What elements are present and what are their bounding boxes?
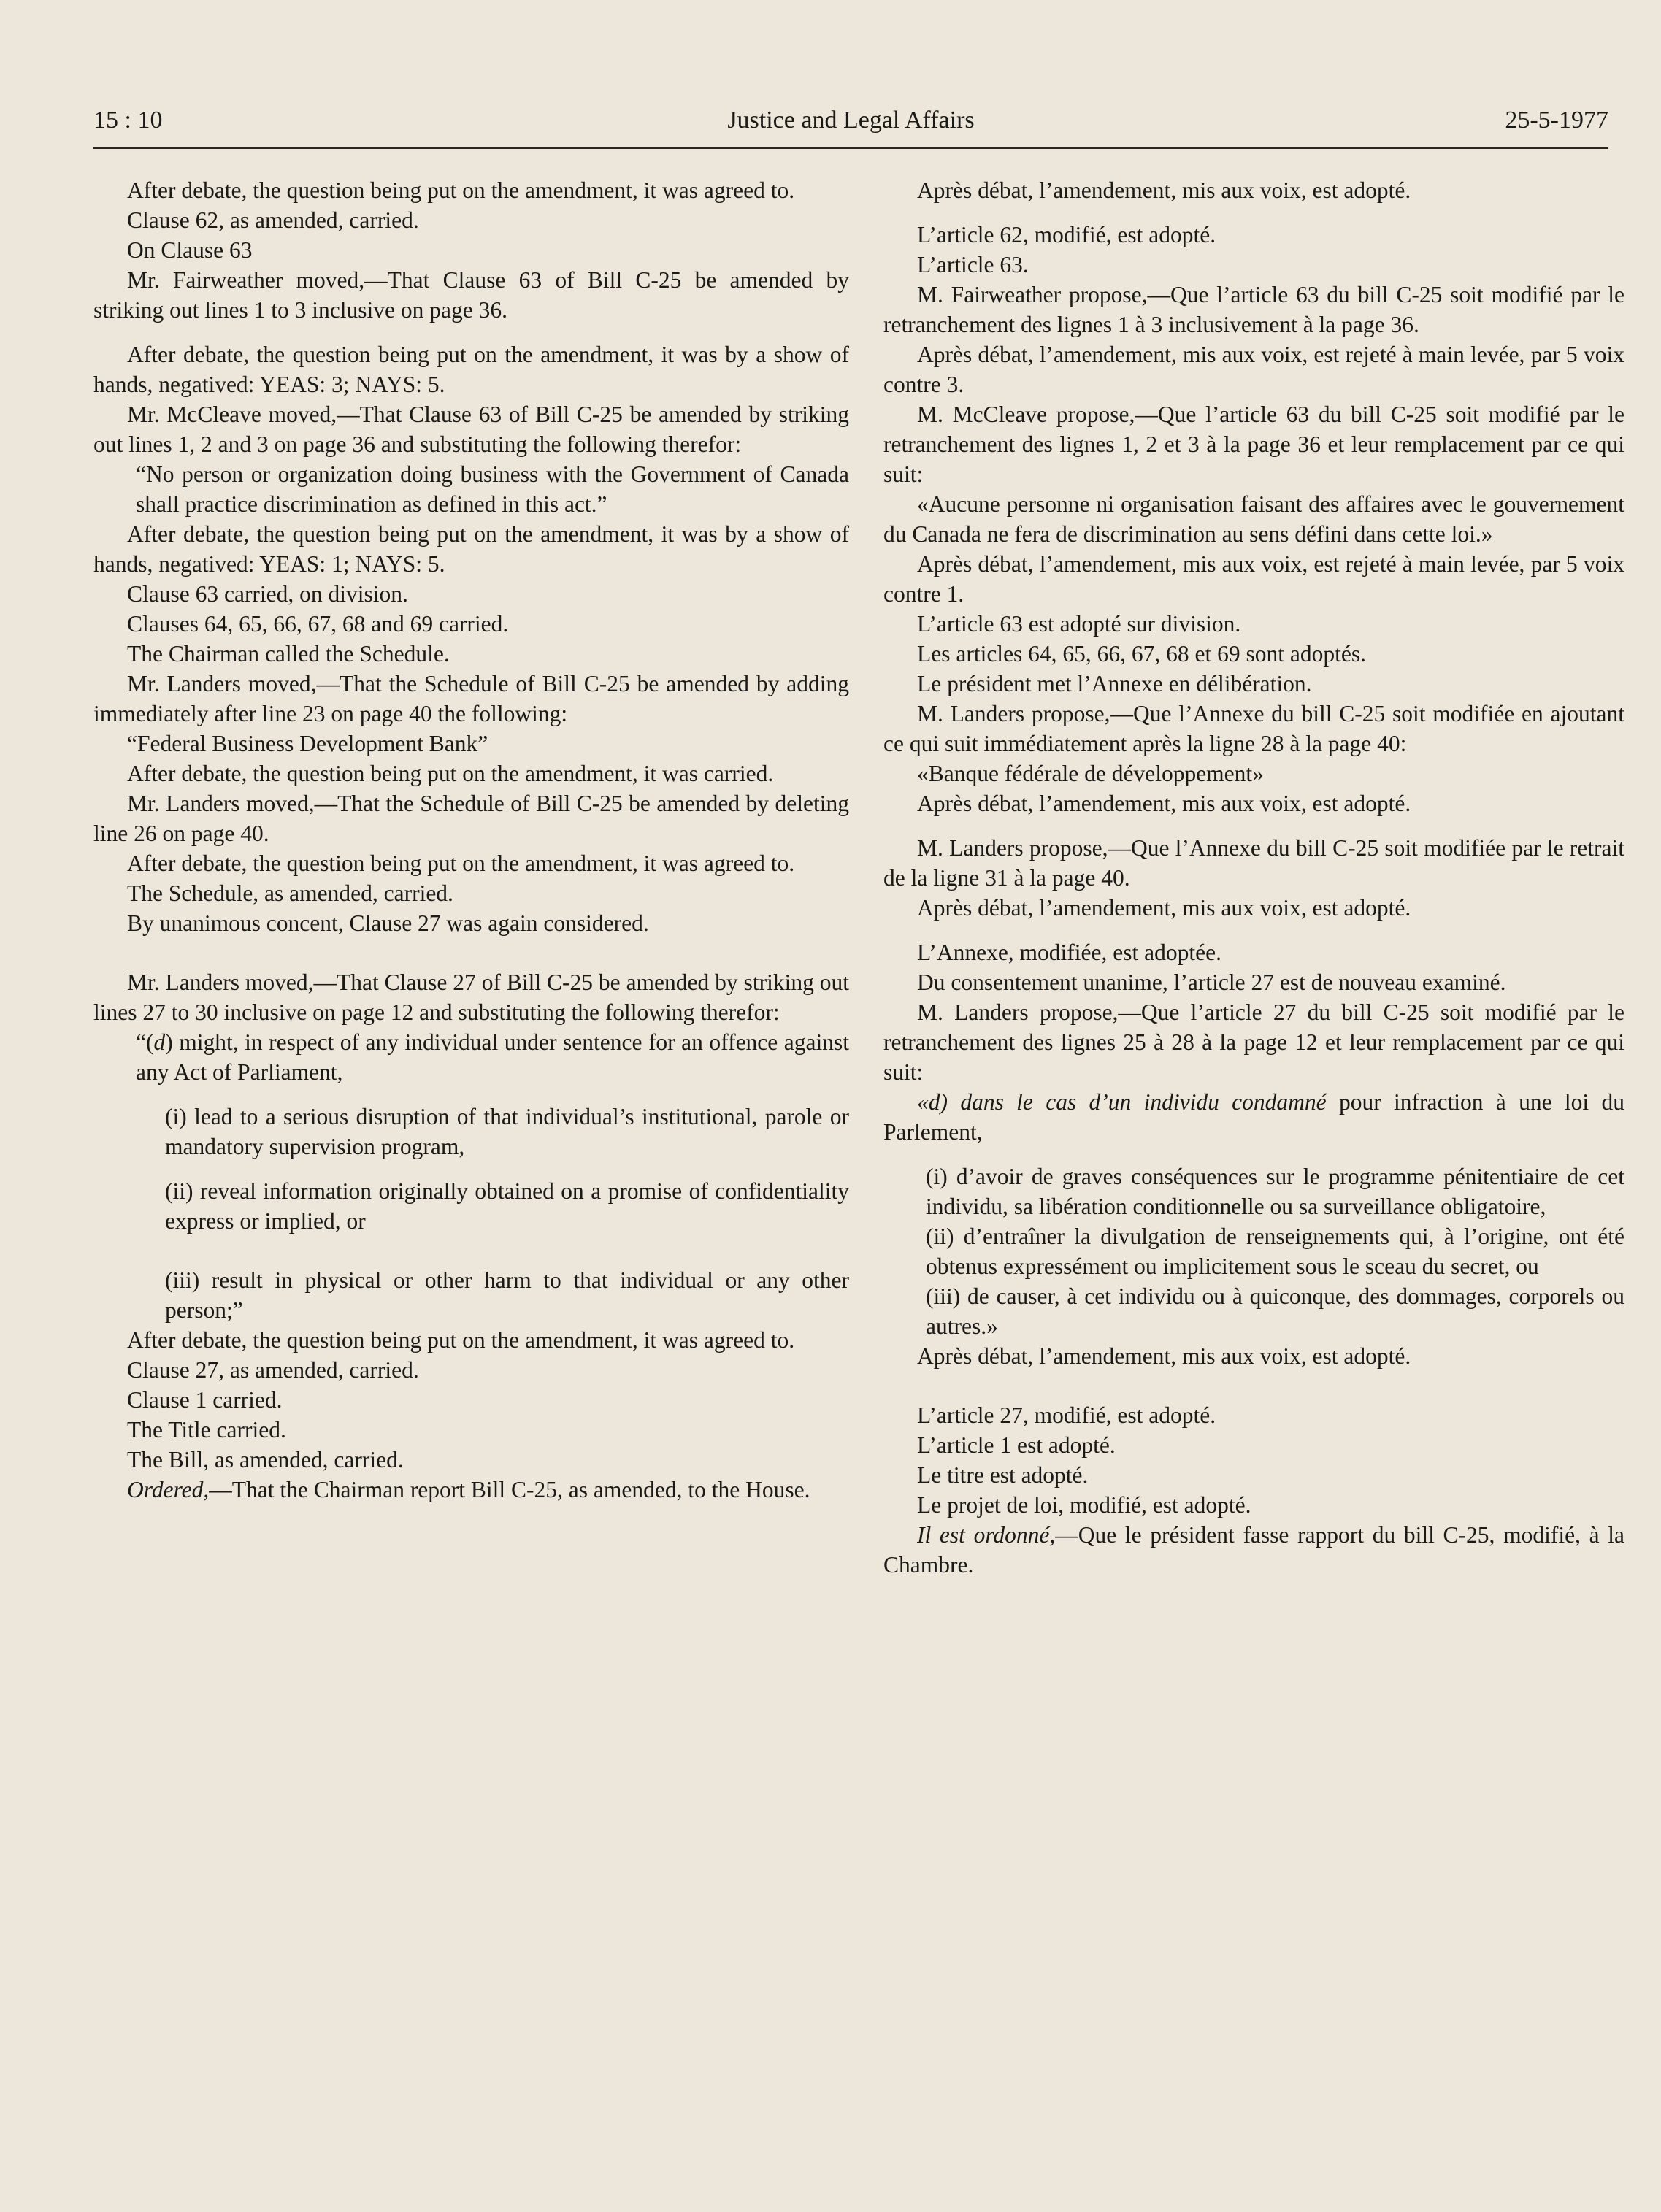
en-paragraph: Clause 1 carried. <box>127 1387 283 1413</box>
en-paragraph: The Schedule, as amended, carried. <box>127 880 453 906</box>
en-quoted-amendment: “(d) might, in respect of any individual under sentence for an offence against any Act of Parliament, <box>136 1029 849 1085</box>
running-title: Justice and Legal Affairs <box>727 107 975 134</box>
fr-paragraph: Le titre est adopté. <box>917 1462 1089 1488</box>
en-paragraph: The Title carried. <box>127 1417 286 1443</box>
en-paragraph: Clause 27, as amended, carried. <box>127 1357 419 1383</box>
fr-paragraph: Après débat, l’amendement, mis aux voix, est adopté. <box>917 177 1411 203</box>
fr-quoted-amendment: «d) dans le cas d’un individu condamné pour infraction à une loi du Parlement, <box>883 1089 1624 1145</box>
en-paragraph: Clause 63 carried, on division. <box>127 581 408 607</box>
fr-paragraph: M. Fairweather propose,—Que l’article 63 du bill C-25 soit modifié par le retranchement des lignes 1 à 3 inclusivement à la page 36. <box>883 282 1624 337</box>
fr-paragraph: Après débat, l’amendement, mis aux voix, est rejeté à main levée, par 5 voix contre 3. <box>883 342 1624 397</box>
en-paragraph: After debate, the question being put on the amendment, it was carried. <box>127 761 774 786</box>
en-subparagraph: (ii) reveal information originally obtained on a promise of confidentiality express or implied, or <box>165 1178 849 1234</box>
fr-subparagraph: (i) d’avoir de graves conséquences sur le programme pénitentiaire de cet individu, sa libération conditionnelle ou sa surveillance obligatoire, <box>926 1164 1624 1219</box>
fr-subparagraph: (iii) de causer, à cet individu ou à quiconque, des dommages, corporels ou autres.» <box>926 1283 1624 1339</box>
fr-paragraph: Le projet de loi, modifié, est adopté. <box>917 1492 1251 1518</box>
fr-paragraph: M. Landers propose,—Que l’Annexe du bill C-25 soit modifiée en ajoutant ce qui suit immédiatement après la ligne 28 à la page 40: <box>883 701 1624 756</box>
en-paragraph: Ordered,—That the Chairman report Bill C-25, as amended, to the House. <box>127 1477 810 1502</box>
fr-paragraph: L’Annexe, modifiée, est adoptée. <box>917 940 1221 965</box>
fr-paragraph: L’article 1 est adopté. <box>917 1432 1116 1458</box>
fr-quoted-amendment: «Banque fédérale de développement» <box>917 761 1264 786</box>
en-paragraph: After debate, the question being put on the amendment, it was by a show of hands, negatived: YEAS: 3; NAYS: 5. <box>93 342 849 397</box>
en-paragraph: After debate, the question being put on the amendment, it was agreed to. <box>127 850 795 876</box>
en-paragraph: Mr. Landers moved,—That the Schedule of Bill C-25 be amended by adding immediately after line 23 on page 40 the following: <box>93 671 849 726</box>
fr-paragraph: Après débat, l’amendement, mis aux voix, est adopté. <box>917 791 1411 816</box>
en-paragraph: By unanimous concent, Clause 27 was again considered. <box>127 910 649 936</box>
fr-paragraph: Du consentement unanime, l’article 27 est de nouveau examiné. <box>917 969 1506 995</box>
fr-paragraph: Le président met l’Annexe en délibération. <box>917 671 1312 696</box>
fr-paragraph: L’article 62, modifié, est adopté. <box>917 222 1216 247</box>
fr-paragraph: Après débat, l’amendement, mis aux voix, est adopté. <box>917 1343 1411 1369</box>
fr-paragraph: L’article 63 est adopté sur division. <box>917 611 1241 637</box>
en-subparagraph: (i) lead to a serious disruption of that individual’s institutional, parole or mandatory supervision program, <box>165 1104 849 1159</box>
en-paragraph: After debate, the question being put on the amendment, it was agreed to. <box>127 1327 795 1353</box>
page-number: 15 : 10 <box>93 107 163 134</box>
french-column <box>883 175 1624 1580</box>
en-paragraph: The Bill, as amended, carried. <box>127 1447 404 1472</box>
fr-quoted-amendment: «Aucune personne ni organisation faisant des affaires avec le gouvernement du Canada ne fera de discrimination au sens défini dans cette loi.» <box>883 491 1624 547</box>
page-date: 25-5-1977 <box>1505 107 1608 134</box>
en-paragraph: On Clause 63 <box>127 237 253 263</box>
en-paragraph: The Chairman called the Schedule. <box>127 641 450 667</box>
en-paragraph: Clause 62, as amended, carried. <box>127 207 419 233</box>
fr-paragraph: L’article 63. <box>917 252 1029 277</box>
english-column <box>93 175 849 1505</box>
en-paragraph: Mr. Fairweather moved,—That Clause 63 of Bill C-25 be amended by striking out lines 1 to 3 inclusive on page 36. <box>93 267 849 323</box>
fr-paragraph: Il est ordonné,—Que le président fasse rapport du bill C-25, modifié, à la Chambre. <box>883 1522 1624 1578</box>
page-header <box>93 102 1608 149</box>
fr-paragraph: M. Landers propose,—Que l’Annexe du bill C-25 soit modifiée par le retrait de la ligne 31 à la page 40. <box>883 835 1624 891</box>
en-paragraph: After debate, the question being put on the amendment, it was by a show of hands, negatived: YEAS: 1; NAYS: 5. <box>93 521 849 577</box>
fr-paragraph: M. Landers propose,—Que l’article 27 du bill C-25 soit modifié par le retranchement des lignes 25 à 28 à la page 12 et leur remplacement par ce qui suit: <box>883 999 1624 1085</box>
en-paragraph: Mr. Landers moved,—That the Schedule of Bill C-25 be amended by deleting line 26 on page 40. <box>93 791 849 846</box>
fr-paragraph: M. McCleave propose,—Que l’article 63 du bill C-25 soit modifié par le retranchement des lignes 1, 2 et 3 à la page 36 et leur remplacement par ce qui suit: <box>883 402 1624 487</box>
en-paragraph: Clauses 64, 65, 66, 67, 68 and 69 carried. <box>127 611 509 637</box>
fr-paragraph: Après débat, l’amendement, mis aux voix, est rejeté à main levée, par 5 voix contre 1. <box>883 551 1624 607</box>
fr-paragraph: Les articles 64, 65, 66, 67, 68 et 69 sont adoptés. <box>917 641 1367 667</box>
en-paragraph: Mr. Landers moved,—That Clause 27 of Bill C-25 be amended by striking out lines 27 to 30 inclusive on page 12 and substituting the following therefor: <box>93 969 849 1025</box>
en-paragraph: After debate, the question being put on the amendment, it was agreed to. <box>127 177 795 203</box>
fr-paragraph: L’article 27, modifié, est adopté. <box>917 1402 1216 1428</box>
fr-subparagraph: (ii) d’entraîner la divulgation de renseignements qui, à l’origine, ont été obtenus expressément ou implicitement sous le sceau du secret, ou <box>926 1224 1624 1279</box>
en-paragraph: Mr. McCleave moved,—That Clause 63 of Bill C-25 be amended by striking out lines 1, 2 and 3 on page 36 and substituting the following therefor: <box>93 402 849 457</box>
en-subparagraph: (iii) result in physical or other harm to that individual or any other person;” <box>165 1267 849 1323</box>
en-quoted-amendment: “Federal Business Development Bank” <box>127 731 488 756</box>
fr-paragraph: Après débat, l’amendement, mis aux voix, est adopté. <box>917 895 1411 921</box>
en-quoted-amendment: “No person or organization doing business with the Government of Canada shall practice discrimination as defined in this act.” <box>136 461 849 517</box>
